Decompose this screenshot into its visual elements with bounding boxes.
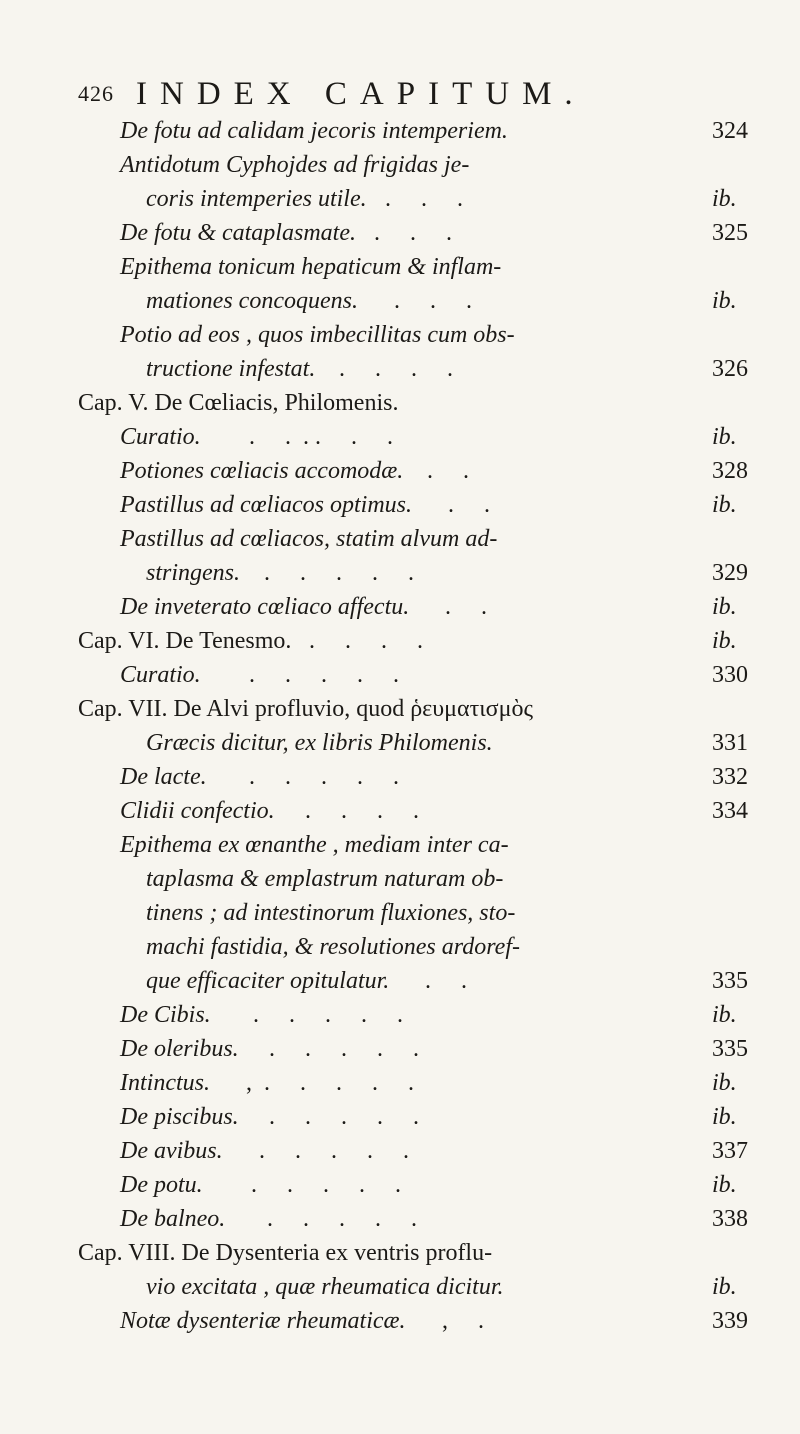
entry-text: Curatio. — [120, 662, 201, 688]
index-entry-line — [0, 454, 800, 488]
page-reference: 326 — [712, 356, 748, 382]
index-entry-line — [0, 1236, 800, 1270]
leader-dots: . . . . . . — [207, 424, 393, 450]
entry-text: Epithema ex œnanthe , mediam inter ca- — [120, 832, 509, 858]
leader-dots: . . . . . — [213, 764, 399, 790]
leader-dots: . . . . . — [245, 1036, 419, 1062]
page-number: 426 — [78, 81, 114, 106]
index-entry-line — [0, 216, 800, 250]
index-entry-line — [0, 794, 800, 828]
leader-dots: . . . . . — [217, 1002, 403, 1028]
entry-text: Pastillus ad cœliacos optimus. — [120, 492, 413, 518]
entry-text: Epithema tonicum hepaticum & inflam- — [120, 254, 502, 280]
index-entry-line — [0, 590, 800, 624]
entry-text: Potio ad eos , quos imbecillitas cum obs- — [120, 322, 515, 348]
entry-text: Cap. VIII. De Dysenteria ex ventris proflu- — [78, 1240, 493, 1266]
page-reference: ib. — [712, 424, 737, 450]
page-reference: ib. — [712, 1274, 737, 1300]
index-entry-line — [0, 726, 800, 760]
index-entry-line — [0, 148, 800, 182]
page-reference: 339 — [712, 1308, 748, 1334]
entry-text: vio excitata , quæ rheumatica dicitur. — [146, 1274, 504, 1300]
leader-dots: . . . . — [297, 628, 423, 654]
page-reference: 329 — [712, 560, 748, 586]
page-reference: ib. — [712, 1002, 737, 1028]
leader-dots: . . . . . — [231, 1206, 417, 1232]
entry-text: Clidii confectio. — [120, 798, 275, 824]
index-entry-line — [0, 1202, 800, 1236]
index-entry-line — [0, 182, 800, 216]
entry-text: tructione infestat. — [146, 356, 316, 382]
index-entry-line — [0, 964, 800, 998]
index-entry-line — [0, 896, 800, 930]
page-reference: ib. — [712, 288, 737, 314]
leader-dots: . . . . . — [207, 662, 399, 688]
index-entry-line — [0, 1134, 800, 1168]
index-entry-line — [0, 1304, 800, 1338]
entry-text: stringens. — [146, 560, 241, 586]
index-entry-line — [0, 1168, 800, 1202]
entry-text: De Cibis. — [120, 1002, 211, 1028]
entry-text: De lacte. — [120, 764, 207, 790]
entry-text: De oleribus. — [120, 1036, 239, 1062]
index-entry-line — [0, 998, 800, 1032]
index-entry-line — [0, 760, 800, 794]
index-entry-line — [0, 556, 800, 590]
index-entry-line — [0, 930, 800, 964]
leader-dots: . . . . . — [229, 1138, 409, 1164]
page-reference: 331 — [712, 730, 748, 756]
entry-text: Antidotum Cyphojdes ad frigidas je- — [120, 152, 470, 178]
page-reference: 335 — [712, 1036, 748, 1062]
page-reference: ib. — [712, 1172, 737, 1198]
index-entry-line — [0, 284, 800, 318]
page-reference: 334 — [712, 798, 748, 824]
leader-dots: . . — [415, 594, 487, 620]
leader-dots: . . . . . — [245, 1104, 419, 1130]
entry-text: Cap. VI. De Tenesmo. — [78, 628, 292, 654]
index-entry-line — [0, 420, 800, 454]
index-entry-line — [0, 1100, 800, 1134]
entry-text: De fotu & cataplasmate. — [120, 220, 356, 246]
leader-dots: , . . . . . — [216, 1070, 414, 1096]
index-entry-line — [0, 828, 800, 862]
index-entry-line — [0, 488, 800, 522]
page-title: INDEX CAPITUM. — [136, 76, 586, 112]
page-reference: 332 — [712, 764, 748, 790]
page-reference: 330 — [712, 662, 748, 688]
entry-text: Cap. VII. De Alvi profluvio, quod ῥευματισμὸς — [78, 696, 533, 722]
entry-text: Pastillus ad cœliacos, statim alvum ad- — [120, 526, 498, 552]
index-entry-line — [0, 1032, 800, 1066]
entry-text: De fotu ad calidam jecoris intemperiem. — [120, 118, 508, 144]
leader-dots: . . . . — [281, 798, 419, 824]
index-entry-line — [0, 692, 800, 726]
entry-text: Cap. V. De Cœliacis, Philomenis. — [78, 390, 399, 416]
entry-text: tinens ; ad intestinorum fluxiones, sto- — [146, 900, 516, 926]
index-entry-line — [0, 862, 800, 896]
entry-text: De inveterato cœliaco affectu. — [120, 594, 410, 620]
index-entry-line — [0, 352, 800, 386]
entry-text: De avibus. — [120, 1138, 223, 1164]
entry-text: De potu. — [120, 1172, 203, 1198]
leader-dots: . . . — [364, 288, 472, 314]
entry-text: Græcis dicitur, ex libris Philomenis. — [146, 730, 493, 756]
entry-text: Curatio. — [120, 424, 201, 450]
entry-text: De piscibus. — [120, 1104, 239, 1130]
leader-dots: . . . . . — [209, 1172, 401, 1198]
entry-text: Potiones cœliacis accomodæ. — [120, 458, 404, 484]
page-reference: ib. — [712, 628, 737, 654]
index-entry-line — [0, 386, 800, 420]
page-reference: 338 — [712, 1206, 748, 1232]
index-entry-line — [0, 658, 800, 692]
entry-text: Intinctus. — [120, 1070, 210, 1096]
leader-dots: . . . . . — [246, 560, 414, 586]
index-entry-line — [0, 250, 800, 284]
leader-dots: . . — [409, 458, 469, 484]
page-reference: 328 — [712, 458, 748, 484]
index-entry-line — [0, 624, 800, 658]
page-reference: ib. — [712, 594, 737, 620]
leader-dots: . . — [395, 968, 467, 994]
page-reference: ib. — [712, 186, 737, 212]
entry-text: De balneo. — [120, 1206, 226, 1232]
running-header — [78, 76, 758, 113]
entry-text: Notæ dysenteriæ rheumaticæ. — [120, 1308, 406, 1334]
page-reference: ib. — [712, 1070, 737, 1096]
leader-dots: . . . — [373, 186, 463, 212]
page-reference: 325 — [712, 220, 748, 246]
page-reference: 324 — [712, 118, 748, 144]
leader-dots: . . . . — [321, 356, 453, 382]
leader-dots: . . . — [362, 220, 452, 246]
index-entry-line — [0, 114, 800, 148]
index-entry-line — [0, 318, 800, 352]
page-reference: ib. — [712, 492, 737, 518]
page-reference: 337 — [712, 1138, 748, 1164]
index-entry-line — [0, 522, 800, 556]
entry-text: que efficaciter opitulatur. — [146, 968, 390, 994]
entry-text: mationes concoquens. — [146, 288, 358, 314]
leader-dots: , . — [412, 1308, 484, 1334]
page-reference: ib. — [712, 1104, 737, 1130]
entry-text: coris intemperies utile. — [146, 186, 367, 212]
index-entry-line — [0, 1270, 800, 1304]
page-reference: 335 — [712, 968, 748, 994]
index-entry-line — [0, 1066, 800, 1100]
leader-dots: . . — [418, 492, 490, 518]
entry-text: machi fastidia, & resolutiones ardoref- — [146, 934, 520, 960]
entry-text: taplasma & emplastrum naturam ob- — [146, 866, 504, 892]
